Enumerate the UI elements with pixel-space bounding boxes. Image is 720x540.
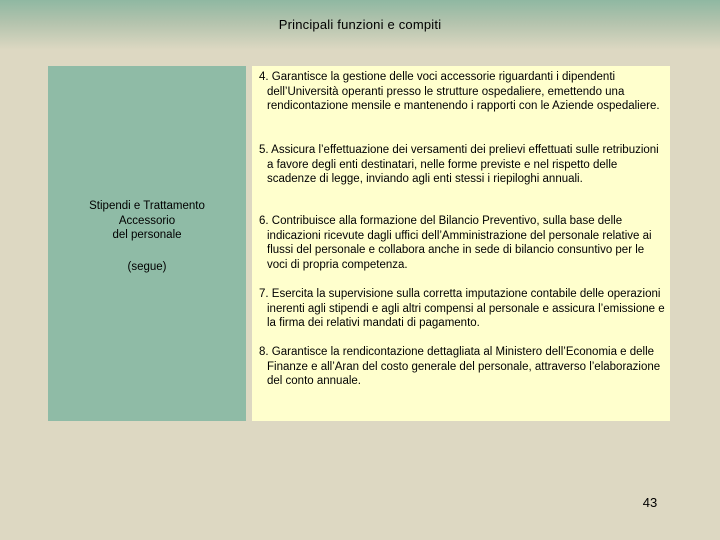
list-item-4: 4. Garantisce la gestione delle voci accessorie riguardanti i dipendenti dell’Università operanti presso le strutture ospedaliere, emettendo una rendicontazione mensile e mantenendo i rapporti con le Aziende ospedaliere.	[259, 71, 660, 112]
slide-title: Principali funzioni e compiti	[278, 17, 442, 32]
left-panel	[48, 66, 246, 421]
list-item-5: 5. Assicura l’effettuazione dei versamenti dei prelievi effettuati sulle retribuzioni a favore degli enti destinatari, nelle forme previste e nel rispetto delle scadenze di legge, inviando agli enti stessi i riepiloghi annuali.	[259, 144, 659, 185]
list-item-8: 8. Garantisce la rendicontazione dettagliata al Ministero dell’Economia e delle Finanze e all’Aran del costo generale del personale, attraverso l’elaborazione del conto annuale.	[259, 346, 661, 387]
section-label-line: del personale	[112, 229, 182, 241]
list-item-7: 7. Esercita la supervisione sulla corretta imputazione contabile delle operazioni inerenti agli stipendi e agli altri compensi al personale e assicura l’emissione e la firma dei relativi mandati di pagamento.	[259, 288, 665, 329]
list-item-6: 6. Contribuisce alla formazione del Bilancio Preventivo, sulla base delle indicazioni ricevute dagli uffici dell’Amministrazione del personale relative ai flussi del personale e collabora anche in sede di bilancio consuntivo per le voci di propria competenza.	[259, 215, 652, 271]
page-number: 43	[642, 495, 658, 510]
section-label	[48, 199, 246, 243]
continued-note: (segue)	[127, 261, 167, 273]
section-label-line: Accessorio	[118, 214, 176, 227]
section-label-line: Stipendi e Trattamento	[89, 200, 205, 212]
